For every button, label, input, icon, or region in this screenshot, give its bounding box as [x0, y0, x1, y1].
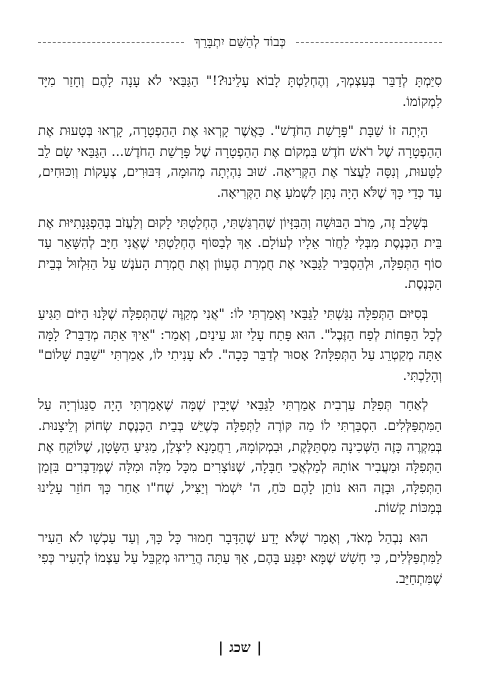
paragraph: לְאַחַר תְּפִלַּת עַרְבִית אָמַרְתִּי לַגַּבַּאי שֶׁיָּבִין שֶׁמָּה שֶׁאָמַרְתִּי הָיָה סַנֵּגוֹרְיָה עַל הַמִּתְפַּלְּלִים. הִסְבַּרְתִּי לוֹ מַה קּוֹרֶה לַתְּפִלָּה כְּשֶׁיֵּשׁ בְּבֵית הַכְּנֶסֶת שְׂחוֹק וְלֵיצָנוּת. בְּמִקְרֶה כָּזֶה הַשְּׁכִינָה מִסְתַּלֶּקֶת, וּבִמְקוֹמָהּ, רַחֲמָנָא לִיצְלַן, מַגִּיעַ הַשָּׂטָן, שֶׁלּוֹקֵחַ אֶת הַתְּפִלָּה וּמַעֲבִיר אוֹתָהּ לְמַלְאֲכֵי חַבָּלָה, שֶׁנּוֹצָרִים מִכָּל מִלָּה וּמִלָּה שֶׁמְּדַבְּרִים בִּזְמַן הַתְּפִלָּה, וּבָזֶה הוּא נוֹתֵן לָהֶם כֹּחַ, ה' יִשְׁמֹר וְיַצִּיל, שֶׁח"ו אַחַר כָּךְ חוֹזֵר עָלֵינוּ בְּמַכּוֹת קָשׁוֹת. — [38, 398, 442, 517]
page-footer — [0, 640, 480, 657]
paragraph: בְּסִיּוּם הַתְּפִלָּה נִגַּשְׁתִּי לַגַּבַּאי וְאָמַרְתִּי לוֹ: "אֲנִי מְקַוֶּה שֶׁהַתְּפִלָּה שֶׁלָּנוּ הַיּוֹם תַּגִּיעַ לְכָל הַפָּחוֹת לְפַח הַזֶּבֶל". הוּא פָּתַח עָלַי זוּג עֵינַיִם, וְאָמַר: "אֵיךְ אַתָּה מְדַבֵּר? לָמָּה אַתָּה מְקַטְרֵג עַל הַתְּפִלָּה? אָסוּר לְדַבֵּר כָּכָה". לֹא עָנִיתִי לוֹ, אָמַרְתִּי "שַׁבַּת שָׁלוֹם" וְהָלַכְתִּי. — [38, 306, 442, 384]
body-text — [38, 72, 442, 591]
header-rule-right — [296, 42, 442, 43]
paragraph: סִיַּמְתָּ לְדַבֵּר בְּעַצְמְךָ, וְהֶחְלַטְתָּ לָבוֹא עָלֵינוּ?!" הַגַּבַּאי לֹא עָנָה לָהֶם וְחָזַר מִיָּד לִמְקוֹמוֹ. — [38, 74, 442, 110]
page-number: שכג — [229, 640, 251, 656]
paragraph: בְּשָׁלָב זֶה, מֵרֹב הַבּוּשָׁה וְהַבִּזָּיוֹן שֶׁהִרְגַּשְׁתִּי, הֶחְלַטְתִּי לָקוּם וְלַעֲזֹב בְּהַפְגָּנָתִיּוּת אֶת בֵּית הַכְּנֶסֶת מִבְּלִי לַחֲזֹר אֵלָיו לְעוֹלָם. אַךְ לְבַסּוֹף הֶחְלַטְתִּי שֶׁאֲנִי חַיָּב לְהִשָּׁאֵר עַד סוֹף הַתְּפִלָּה, וּלְהַסְבִּיר לַגַּבַּאי אֶת חֻמְרַת הֶעָווֹן וְאֶת חֻמְרַת הָעֹנֶשׁ עַל הַזִּלְזוּל בְּבֵית הַכְּנֶסֶת. — [38, 215, 442, 293]
footer-bar-right: | — [256, 640, 262, 656]
running-header-title: כְּבוֹד לְהַשֵּׁם יִתְבָּרֵךְ — [194, 35, 286, 50]
running-header — [38, 32, 442, 52]
header-rule-left — [38, 42, 184, 43]
footer-bar-left: | — [218, 640, 224, 656]
paragraph: הָיְתָה זוֹ שַׁבָּת "פָּרָשַׁת הַחֹדֶשׁ". כַּאֲשֶׁר קָרְאוּ אֶת הַהַפְטָרָה, קָרְאוּ בְּטָעוּת אֶת הַהַפְטָרָה שֶׁל רֹאשׁ חֹדֶשׁ בִּמְקוֹם אֶת הַהַפְטָרָה שֶׁל פָּרָשַׁת הַחֹדֶשׁ... הַגַּבַּאי שָׂם לֵב לַטָּעוּת, וְנִסָּה לַעֲצֹר אֶת הַקְּרִיאָה. שׁוּב נִהְיְתָה מְהוּמָה, דִּבּוּרִים, צְעָקוֹת וְוִכּוּחִים, עַד כְּדֵי כָּךְ שֶׁלֹּא הָיָה נִתָּן לִשְׁמֹעַ אֶת הַקְּרִיאָה. — [38, 124, 442, 201]
paragraph: הוּא נִבְהַל מְאֹד, וְאָמַר שֶׁלֹּא יָדַע שֶׁהַדָּבָר חָמוּר כָּל כָּךְ, וְעַד עַכְשָׁו לֹא הֵעִיר לַמִּתְפַּלְּלִים, כִּי חָשַׁשׁ שֶׁמָּא יִפְגַּע בָּהֶם, אַךְ עַתָּה הֲרֵיהוּ מְקַבֵּל עַל עַצְמוֹ לְהָעִיר כְּפִי שֶׁמִּתְחַיֵּב. — [38, 530, 442, 588]
